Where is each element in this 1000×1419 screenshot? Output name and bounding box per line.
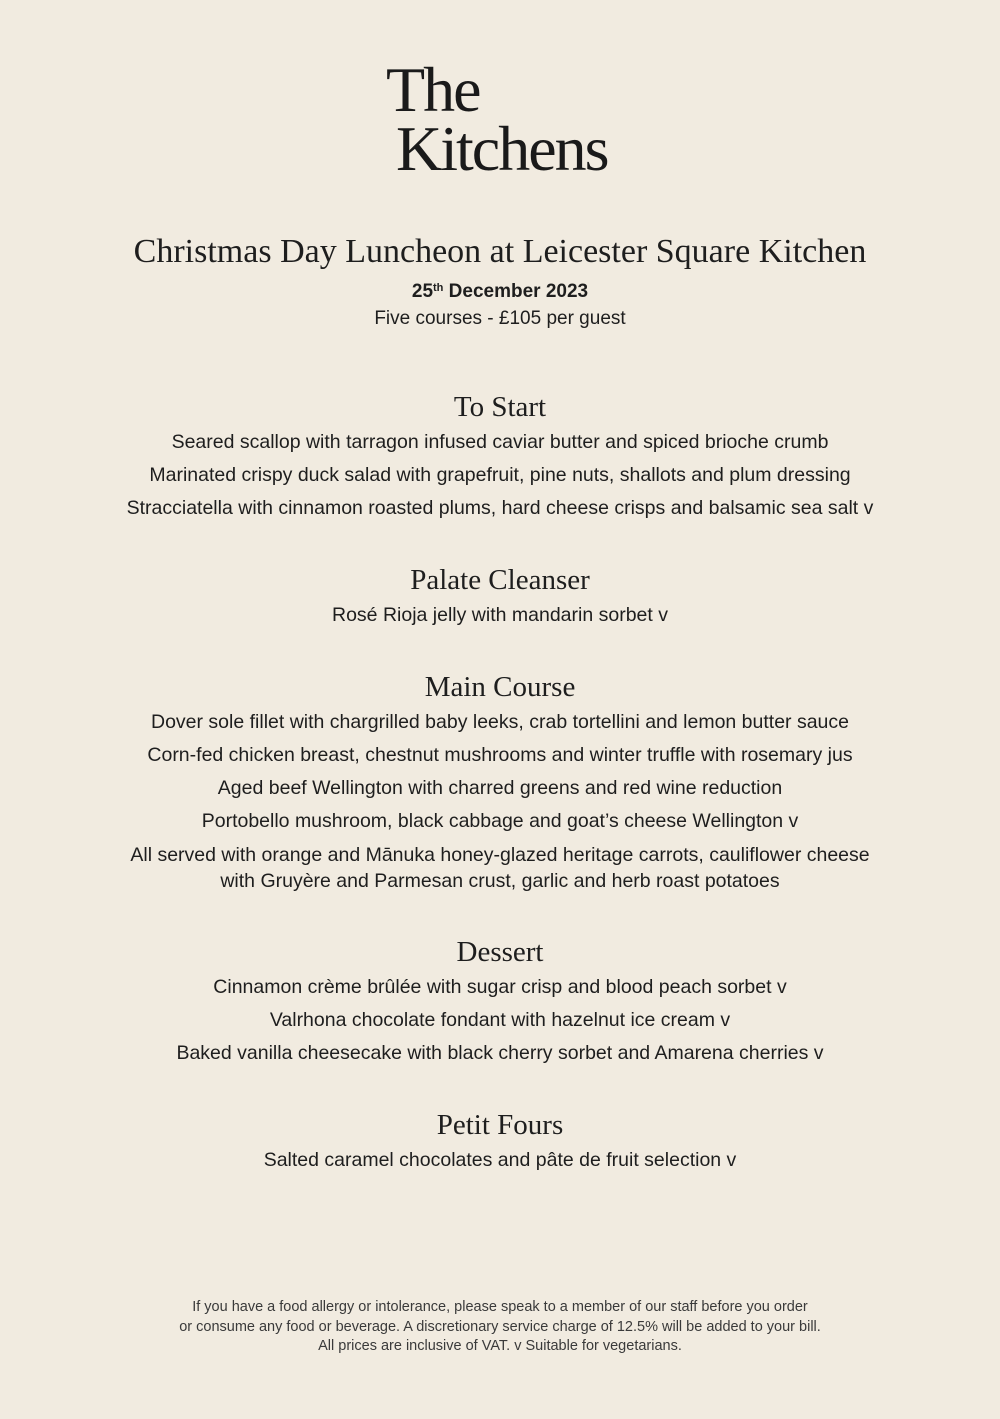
menu-item: Corn-fed chicken breast, chestnut mushrooms and winter truffle with rosemary jus <box>147 744 853 766</box>
event-price: Five courses - £105 per guest <box>374 308 626 329</box>
section-heading-dessert: Dessert <box>456 936 544 968</box>
menu-item: Baked vanilla cheesecake with black cherry sorbet and Amarena cherries v <box>176 1042 824 1064</box>
footer-line: If you have a food allergy or intolerance, please speak to a member of our staff before you order <box>192 1299 808 1315</box>
main-sides-line2: with Gruyère and Parmesan crust, garlic and herb roast potatoes <box>220 870 780 892</box>
menu-item: Aged beef Wellington with charred greens and red wine reduction <box>217 777 783 799</box>
date-suffix: th <box>433 282 444 294</box>
menu-item: Stracciatella with cinnamon roasted plums, hard cheese crisps and balsamic sea salt v <box>126 497 874 519</box>
menu-item: Portobello mushroom, black cabbage and goat’s cheese Wellington v <box>201 810 799 832</box>
menu-item: Marinated crispy duck salad with grapefruit, pine nuts, shallots and plum dressing <box>149 464 851 486</box>
section-heading-main-course: Main Course <box>424 671 576 703</box>
logo-line-kitchens: Kitchens <box>396 113 608 184</box>
footer-line: or consume any food or beverage. A discretionary service charge of 12.5% will be added to your bill. <box>179 1318 821 1335</box>
logo-line-the: The <box>386 54 480 125</box>
main-sides-line1: All served with orange and Mānuka honey-glazed heritage carrots, cauliflower cheese <box>130 844 870 866</box>
date-day: 25 <box>411 281 434 302</box>
date-month-year: December 2023 <box>443 281 589 302</box>
section-heading-palate-cleanser: Palate Cleanser <box>410 564 590 596</box>
section-heading-petit-fours: Petit Fours <box>436 1109 564 1141</box>
section-heading-to-start: To Start <box>453 391 547 423</box>
footer-notice <box>0 1298 1000 1357</box>
menu-item: Salted caramel chocolates and pâte de fruit selection v <box>263 1149 737 1171</box>
logo <box>386 54 608 184</box>
event-title: Christmas Day Luncheon at Leicester Square Kitchen <box>133 233 867 270</box>
menu-item: Seared scallop with tarragon infused caviar butter and spiced brioche crumb <box>171 431 829 453</box>
menu-item: Dover sole fillet with chargrilled baby leeks, crab tortellini and lemon butter sauce <box>150 711 849 733</box>
menu-item: Rosé Rioja jelly with mandarin sorbet v <box>332 604 668 626</box>
menu-item: Valrhona chocolate fondant with hazelnut ice cream v <box>269 1009 731 1031</box>
menu-item: Cinnamon crème brûlée with sugar crisp and blood peach sorbet v <box>213 976 787 998</box>
event-date <box>0 280 1000 304</box>
footer-line: All prices are inclusive of VAT. v Suitable for vegetarians. <box>318 1338 682 1354</box>
